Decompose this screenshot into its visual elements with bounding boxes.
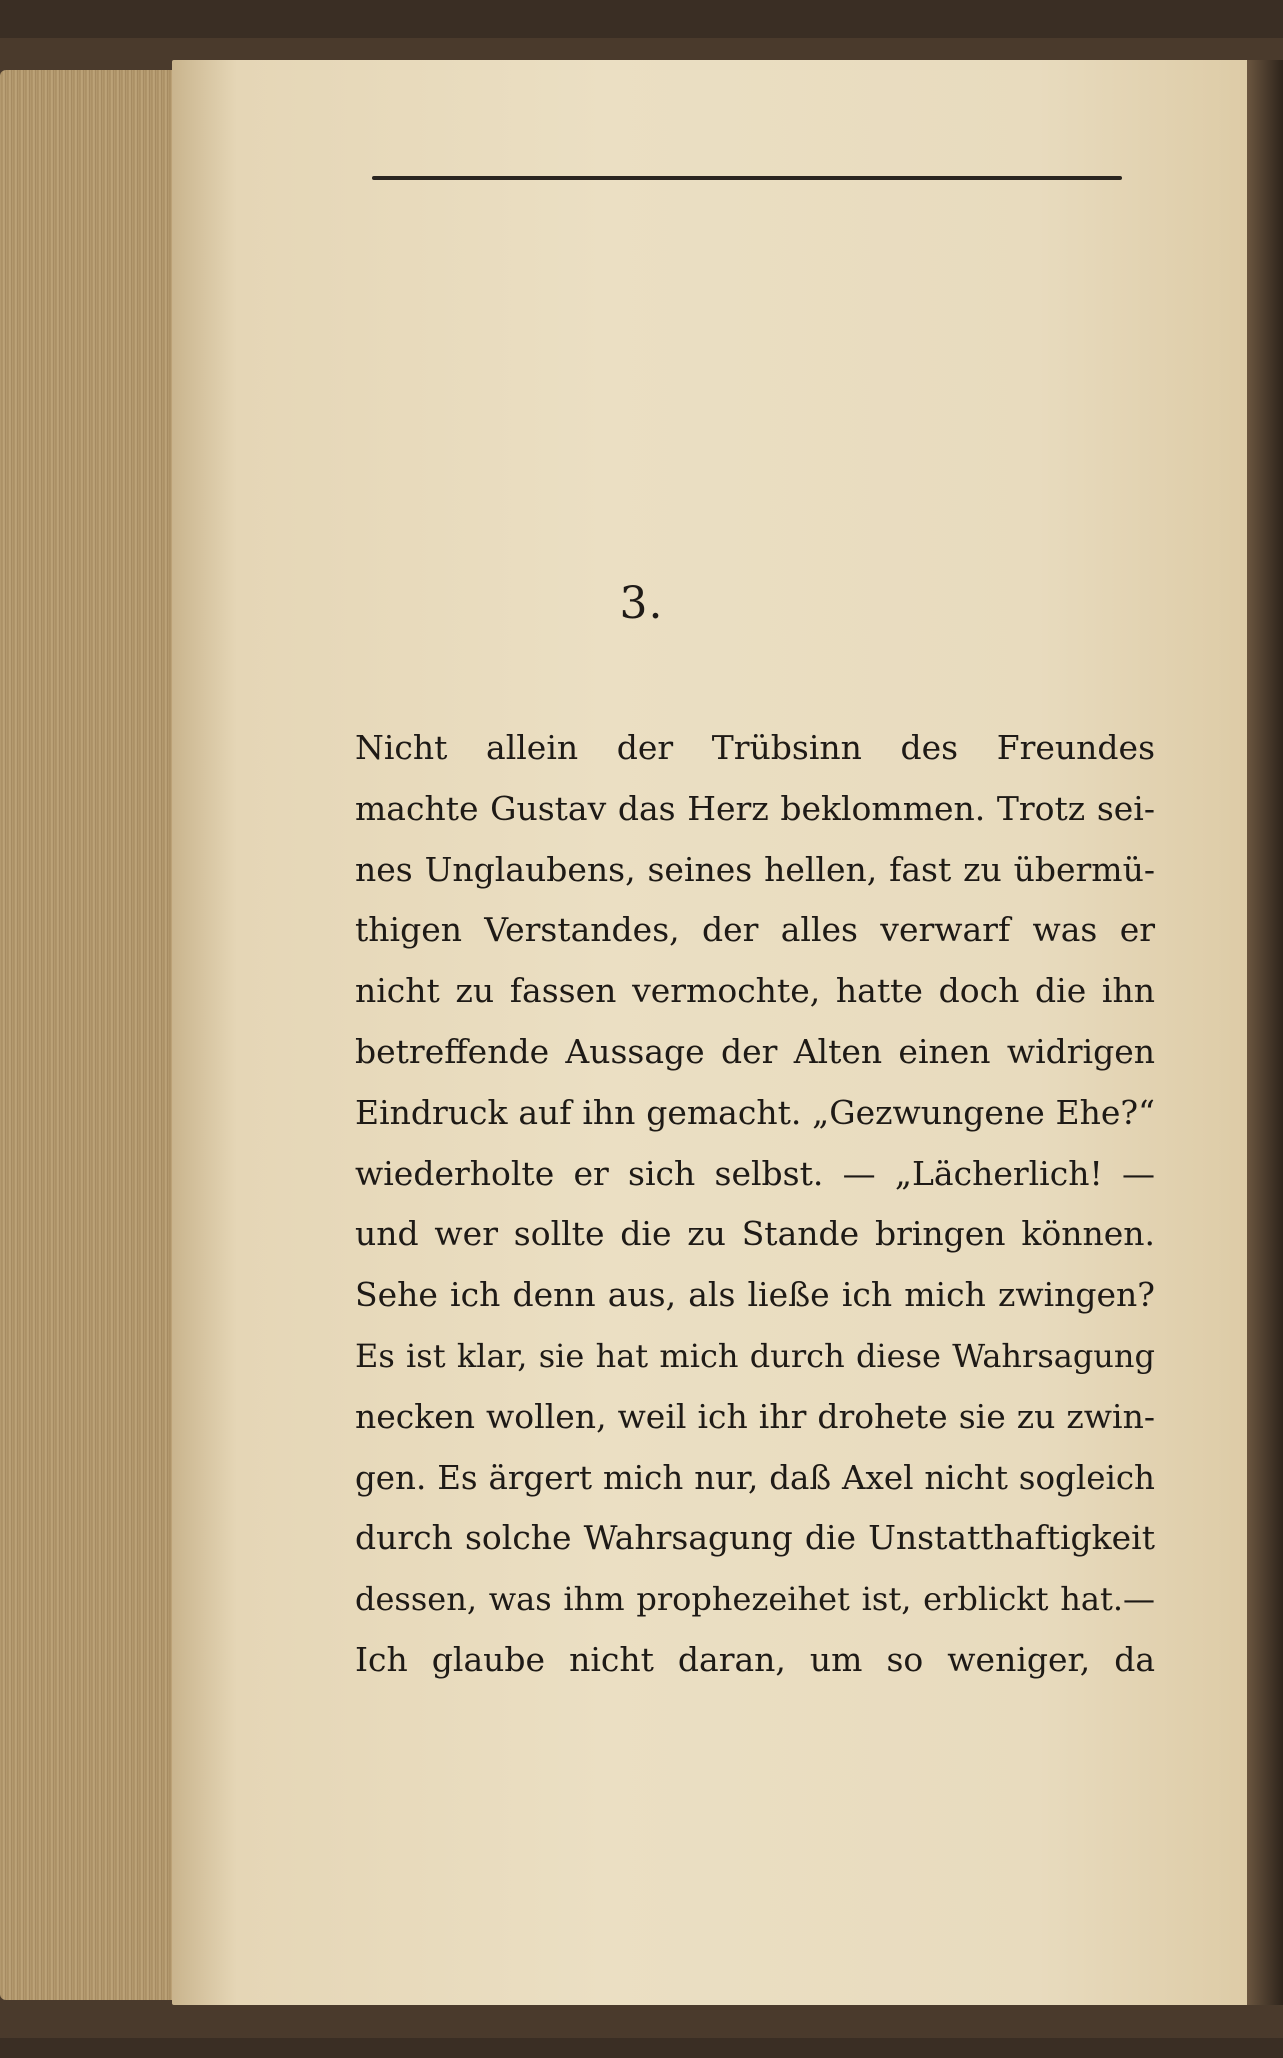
text-line: Eindruck auf ihn gemacht. „Gezwungene Ehe?“	[355, 1092, 1155, 1132]
text-line: Sehe ich denn aus, als ließe ich mich zwingen?	[355, 1275, 1155, 1315]
page-edges	[0, 70, 180, 2000]
text-line: gen. Es ärgert mich nur, daß Axel nicht sogleich	[355, 1458, 1155, 1497]
chapter-number: 3.	[619, 578, 664, 629]
text-line: Ich glaube nicht daran, um so weniger, da	[355, 1639, 1155, 1679]
text-line: necken wollen, weil ich ihr drohete sie zu zwin-	[355, 1396, 1155, 1436]
text-line: wiederholte er sich selbst. — „Lächerlich! —	[355, 1153, 1155, 1193]
text-line: nicht zu fassen vermochte, hatte doch die ihn	[355, 971, 1155, 1011]
text-line: und wer sollte die zu Stande bringen können.	[355, 1214, 1155, 1254]
text-line: durch solche Wahrsagung die Unstatthaftigkeit	[355, 1518, 1155, 1558]
header-rule	[372, 176, 1122, 180]
body-text	[355, 718, 1155, 1691]
text-line: machte Gustav das Herz beklommen. Trotz sei-	[355, 788, 1155, 828]
text-line: dessen, was ihm prophezeihet ist, erblickt hat.—	[355, 1580, 1155, 1619]
text-line: Nicht allein der Trübsinn des Freundes	[355, 728, 1155, 767]
binding-edge	[1247, 60, 1283, 2005]
text-line: Es ist klar, sie hat mich durch diese Wahrsagung	[355, 1336, 1155, 1375]
text-line: betreffende Aussage der Alten einen widrigen	[355, 1031, 1155, 1071]
text-line: nes Unglaubens, seines hellen, fast zu übermü-	[355, 849, 1155, 889]
text-line: thigen Verstandes, der alles verwarf was er	[355, 910, 1155, 950]
